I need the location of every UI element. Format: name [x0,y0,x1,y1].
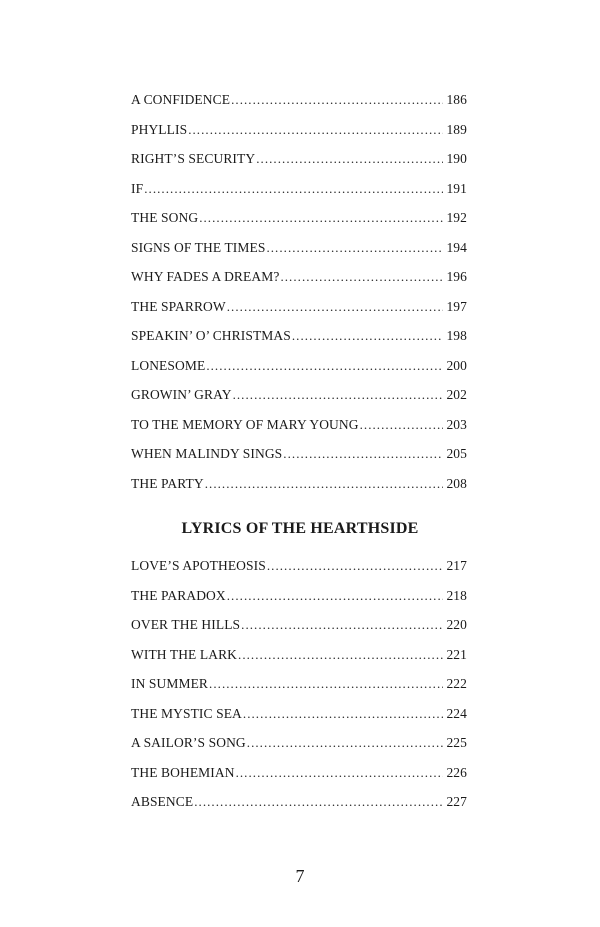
toc-entry [131,417,467,447]
toc-entry-title: THE PARTY [131,475,204,491]
toc-entry-title: SPEAKIN’ O’ CHRISTMAS [131,328,291,343]
dot-leader [247,735,443,751]
toc-entry-page: 196 [446,269,467,284]
toc-entry [131,358,467,388]
toc-entry-title: ABSENCE [131,794,194,809]
toc-entry-title: OVER THE HILLS [131,617,241,632]
toc-entry-page: 225 [446,735,467,750]
toc-entry [131,210,467,240]
toc-entry [131,476,467,506]
dot-leader [243,706,443,722]
toc-entry-title: A SAILOR’S SONG [131,735,246,750]
toc-entry-page: 222 [446,676,467,691]
dot-leader [280,269,443,285]
dot-leader [144,181,443,197]
toc-entry-page: 226 [446,764,467,780]
page-number: 7 [295,866,305,886]
toc-entry [131,588,467,618]
toc-entry-page: 224 [446,705,467,721]
toc-entry-title: IF [131,180,144,196]
dot-leader [209,676,443,692]
toc-entry [131,446,467,476]
toc-entry [131,92,467,122]
toc-entry-page: 220 [446,617,467,632]
toc-entry-page: 208 [446,475,467,491]
toc-entry-title: WHEN MALINDY SINGS [131,446,283,461]
toc-entry-title: THE SPARROW [131,298,226,314]
dot-leader [188,122,443,138]
toc-entry-page: 191 [446,180,467,196]
dot-leader [238,647,443,663]
toc-entry-page: 217 [446,558,467,573]
dot-leader [267,558,443,574]
toc-entry-page: 202 [446,387,467,402]
toc-list-part-1 [131,92,467,505]
toc-entry [131,299,467,329]
toc-entry-page: 221 [446,646,467,662]
toc-entry-title: WHY FADES A DREAM? [131,269,280,284]
toc-entry-title: THE BOHEMIAN [131,764,235,780]
toc-entry [131,735,467,765]
toc-entry-page: 189 [446,121,467,137]
toc-entry [131,647,467,677]
dot-leader [266,240,443,256]
toc-entry-page: 227 [446,794,467,809]
dot-leader [231,92,443,108]
dot-leader [206,358,443,374]
toc-entry [131,794,467,824]
toc-entry [131,765,467,795]
dot-leader [236,765,443,781]
toc-entry-title: IN SUMMER [131,676,209,691]
toc-entry [131,328,467,358]
toc-entry-page: 200 [446,357,467,373]
dot-leader [292,328,443,344]
toc-entry-page: 205 [446,446,467,461]
toc-list-part-2 [131,558,467,824]
dot-leader [233,387,443,403]
dot-leader [256,151,443,167]
dot-leader [199,210,443,226]
toc-entry-title: A CONFIDENCE [131,92,231,107]
toc-entry-page: 186 [446,92,467,107]
toc-entry-page: 197 [446,298,467,314]
toc-entry [131,240,467,270]
toc-entry-page: 203 [446,416,467,432]
toc-entry-title: THE PARADOX [131,587,226,603]
toc-entry [131,387,467,417]
toc-entry-title: TO THE MEMORY OF MARY YOUNG [131,416,359,432]
toc-entry-title: RIGHT’S SECURITY [131,151,256,166]
dot-leader [227,588,443,604]
toc-entry-page: 194 [446,239,467,255]
dot-leader [283,446,443,462]
dot-leader [241,617,443,633]
dot-leader [360,417,443,433]
toc-entry-title: WITH THE LARK [131,646,238,662]
toc-entry-title: GROWIN’ GRAY [131,387,232,402]
toc-entry [131,269,467,299]
toc-entry-title: PHYLLIS [131,121,188,137]
toc-entry [131,558,467,588]
section-heading: LYRICS OF THE HEARTHSIDE [181,520,419,537]
toc-entry [131,151,467,181]
toc-entry-title: LOVE’S APOTHEOSIS [131,558,266,573]
toc-entry-page: 198 [446,328,467,343]
toc-entry-title: THE MYSTIC SEA [131,705,242,721]
dot-leader [205,476,443,492]
toc-entry [131,122,467,152]
toc-entry-page: 190 [446,151,467,166]
dot-leader [194,794,443,810]
toc-entry-title: SIGNS OF THE TIMES [131,239,266,255]
toc-entry-page: 192 [446,210,467,225]
toc-entry [131,676,467,706]
toc-entry-page: 218 [446,587,467,603]
toc-entry-title: LONESOME [131,357,206,373]
toc-entry [131,706,467,736]
dot-leader [227,299,443,315]
toc-entry [131,181,467,211]
toc-entry-title: THE SONG [131,210,199,225]
toc-entry [131,617,467,647]
